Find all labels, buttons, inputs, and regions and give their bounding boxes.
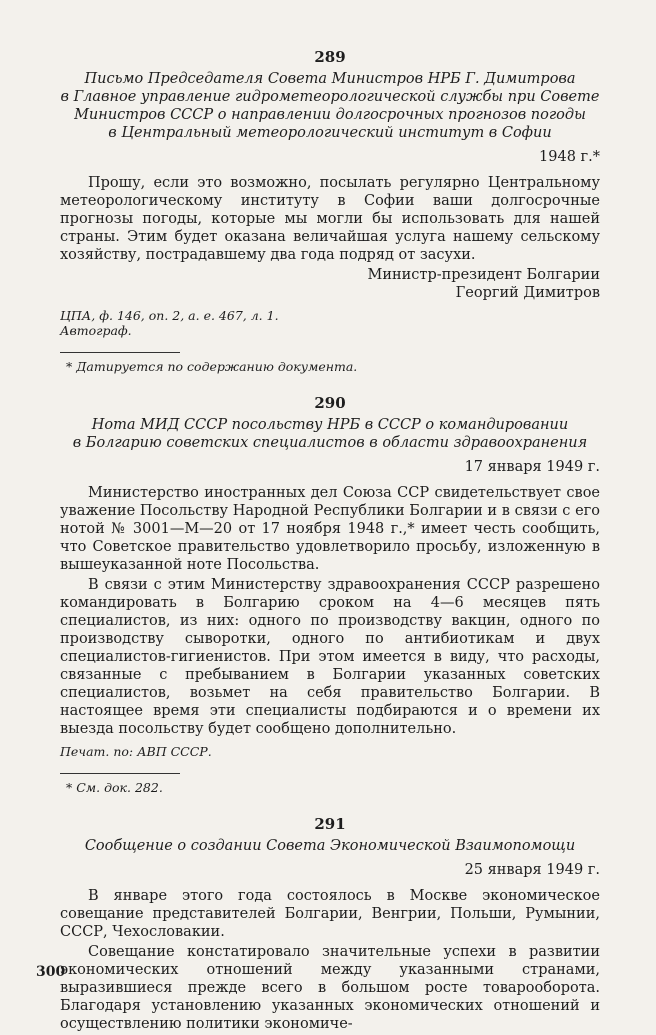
footnote: * См. док. 282. xyxy=(66,780,163,795)
archive-line: Печат. по: АВП СССР. xyxy=(60,744,212,759)
document-page xyxy=(60,48,600,1035)
title-line: в Главное управление гидрометеорологической службы при Совете xyxy=(60,89,600,105)
document-title xyxy=(60,837,600,855)
archive-reference xyxy=(60,744,600,759)
paragraph: В январе этого года состоялось в Москве экономическое совещание представителей Болгарии, Венгрии, Польши, Румынии, СССР, Чехословакии. xyxy=(60,888,600,940)
document-289 xyxy=(60,48,600,374)
document-date: 17 января 1949 г. xyxy=(464,459,600,475)
document-date: 25 января 1949 г. xyxy=(464,862,600,878)
title-line: Нота МИД СССР посольству НРБ в СССР о командировании xyxy=(91,417,569,433)
title-line: в Центральный метеорологический институт в Софии xyxy=(108,125,552,141)
footnote-divider xyxy=(60,352,180,353)
document-number: 289 xyxy=(314,48,346,66)
signature-name: Георгий Димитров xyxy=(455,285,600,301)
signature xyxy=(60,266,600,302)
document-number: 290 xyxy=(314,394,346,412)
paragraph: Прошу, если это возможно, посылать регулярно Центральному метеорологическому институту в Софии ваши долгосрочные прогнозы погоды, которые мы могли бы использовать для нашей страны. Этим будет оказана величайшая услуга нашему сельскому хозяйству, пострадавшему два года подряд от засухи. xyxy=(60,175,600,263)
paragraph: В связи с этим Министерству здравоохранения СССР разрешено командировать в Болгарию сроком на 4—6 месяцев пять специалистов, из них: одного по производству вакцин, одного по производству сыворотки, одного по антибиотикам и двух специалистов-гигиенистов. При этом имеется в виду, что расходы, связанные с пребыванием в Болгарии указанных советских специалистов, возьмет на себя правительство Болгарии. В настоящее время эти специалисты подбираются и о времени их выезда посольству будет сообщено дополнительно. xyxy=(60,577,600,737)
paragraph: Совещание констатировало значительные успехи в развитии экономических отношений между указанными странами, выразившиеся прежде всего в большом росте товарооборота. Благодаря установлению указанных экономических отношений и осуществлению политики экономиче- xyxy=(60,944,600,1032)
title-line: в Болгарию советских специалистов в области здравоохранения xyxy=(72,435,588,451)
document-290 xyxy=(60,394,600,795)
paragraph: Министерство иностранных дел Союза ССР свидетельствует свое уважение Посольству Народной Республики Болгарии и в связи с его нотой № 3001—М—20 от 17 ноября 1948 г.,* имеет честь сообщить, что Советское правительство удовлетворило просьбу, изложенную в вышеуказанной ноте Посольства. xyxy=(60,485,600,573)
page-number: 300 xyxy=(36,964,66,980)
document-date: 1948 г.* xyxy=(539,149,600,165)
document-title xyxy=(60,70,600,142)
document-title xyxy=(60,416,600,452)
footnote: * Датируется по содержанию документа. xyxy=(66,359,358,374)
title-line: Министров СССР о направлении долгосрочных прогнозов погоды xyxy=(74,107,586,123)
archive-reference xyxy=(60,308,600,338)
document-number: 291 xyxy=(314,815,346,833)
archive-line: Автограф. xyxy=(60,323,132,338)
signature-title: Министр-президент Болгарии xyxy=(367,267,600,283)
title-line: Сообщение о создании Совета Экономической Взаимопомощи xyxy=(84,838,576,854)
archive-line: ЦПА, ф. 146, оп. 2, а. е. 467, л. 1. xyxy=(60,308,279,323)
footnote-divider xyxy=(60,773,180,774)
document-291 xyxy=(60,815,600,1033)
title-line: Письмо Председателя Совета Министров НРБ Г. Димитрова xyxy=(84,71,576,87)
